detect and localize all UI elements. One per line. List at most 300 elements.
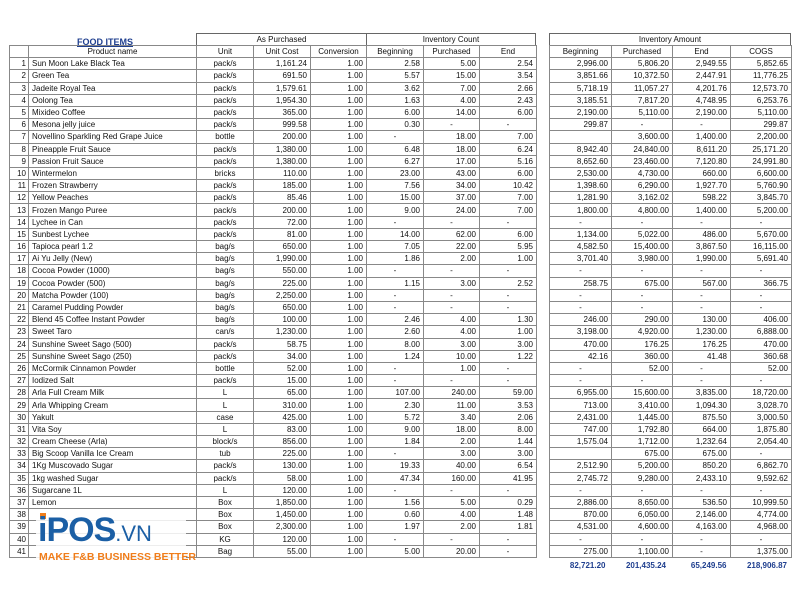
amount-cogs: 5,691.40 <box>731 253 792 265</box>
count-end: 7.00 <box>480 204 537 216</box>
unit: bag/s <box>197 301 254 313</box>
amount-end: 850.20 <box>673 460 731 472</box>
unit-cost: 83.00 <box>254 423 311 435</box>
count-beginning: 2.58 <box>367 58 424 70</box>
amount-purchased: 3,980.00 <box>612 253 673 265</box>
amount-purchased: 360.00 <box>612 350 673 362</box>
row-index: 40 <box>10 533 29 545</box>
amount-end: 3,867.50 <box>673 241 731 253</box>
amount-cogs: 1,375.00 <box>731 545 792 557</box>
unit: pack/s <box>197 204 254 216</box>
amount-purchased: 1,445.00 <box>612 411 673 423</box>
count-end: 1.00 <box>480 326 537 338</box>
conversion: 1.00 <box>311 533 367 545</box>
product-name: Sugarcane 1L <box>29 484 197 496</box>
table-row <box>550 375 792 387</box>
amount-end: - <box>673 216 731 228</box>
amount-beginning: 246.00 <box>550 314 612 326</box>
conversion: 1.00 <box>311 58 367 70</box>
amount-cogs: 2,054.40 <box>731 436 792 448</box>
count-end: 7.00 <box>480 131 537 143</box>
amount-purchased: - <box>612 533 673 545</box>
table-row <box>550 289 792 301</box>
table-row <box>550 436 792 448</box>
conversion: 1.00 <box>311 277 367 289</box>
row-index: 8 <box>10 143 29 155</box>
group-inventory-count: Inventory Count <box>366 33 536 45</box>
table-row <box>10 387 537 399</box>
row-index: 6 <box>10 119 29 131</box>
table-row <box>550 533 792 545</box>
count-end: - <box>480 216 537 228</box>
amount-beginning: 5,718.19 <box>550 82 612 94</box>
count-end: 0.29 <box>480 496 537 508</box>
count-end: 1.30 <box>480 314 537 326</box>
amount-end: 4,748.95 <box>673 94 731 106</box>
count-beginning: - <box>367 362 424 374</box>
amount-beginning: - <box>550 216 612 228</box>
conversion: 1.00 <box>311 387 367 399</box>
count-purchased: 3.00 <box>424 277 480 289</box>
table-row <box>10 192 537 204</box>
amount-end: 1,400.00 <box>673 131 731 143</box>
amount-end: - <box>673 265 731 277</box>
amount-purchased: - <box>612 375 673 387</box>
unit: bottle <box>197 131 254 143</box>
count-end: 41.95 <box>480 472 537 484</box>
table-row <box>10 399 537 411</box>
product-name: Sunshine Sweet Sago (500) <box>29 338 197 350</box>
unit: bag/s <box>197 253 254 265</box>
count-beginning: - <box>367 301 424 313</box>
unit: pack/s <box>197 216 254 228</box>
amount-purchased: 3,162.02 <box>612 192 673 204</box>
amount-purchased: 3,600.00 <box>612 131 673 143</box>
count-beginning: 47.34 <box>367 472 424 484</box>
amount-cogs: 366.75 <box>731 277 792 289</box>
count-purchased: 62.00 <box>424 228 480 240</box>
count-purchased: 4.00 <box>424 326 480 338</box>
table-row <box>10 448 537 460</box>
row-index: 21 <box>10 301 29 313</box>
conversion: 1.00 <box>311 131 367 143</box>
amount-beginning: 2,745.72 <box>550 472 612 484</box>
row-index: 9 <box>10 155 29 167</box>
count-end: 6.00 <box>480 228 537 240</box>
amount-end: 130.00 <box>673 314 731 326</box>
conversion: 1.00 <box>311 143 367 155</box>
amount-beginning: 8,942.40 <box>550 143 612 155</box>
count-beginning: - <box>367 131 424 143</box>
count-beginning: 19.33 <box>367 460 424 472</box>
amount-purchased: - <box>612 484 673 496</box>
amount-purchased: 9,280.00 <box>612 472 673 484</box>
column-header: Conversion <box>311 46 367 58</box>
amount-beginning: 2,996.00 <box>550 58 612 70</box>
product-name: 1Kg Muscovado Sugar <box>29 460 197 472</box>
row-index: 32 <box>10 436 29 448</box>
count-purchased: - <box>424 301 480 313</box>
amount-purchased: 1,792.80 <box>612 423 673 435</box>
amount-beginning: 870.00 <box>550 509 612 521</box>
unit: bricks <box>197 167 254 179</box>
column-header: Purchased <box>612 46 673 58</box>
table-row <box>550 94 792 106</box>
amount-end: 3,835.00 <box>673 387 731 399</box>
amount-beginning: 470.00 <box>550 338 612 350</box>
logo-wordmark: iPOS.VN <box>38 511 152 549</box>
amount-cogs: 18,720.00 <box>731 387 792 399</box>
conversion: 1.00 <box>311 496 367 508</box>
amount-cogs: 3,000.50 <box>731 411 792 423</box>
product-name: Sunshine Sweet Sago (250) <box>29 350 197 362</box>
amount-beginning: - <box>550 362 612 374</box>
amount-cogs: 1,875.80 <box>731 423 792 435</box>
column-header: Beginning <box>367 46 424 58</box>
unit-cost: 120.00 <box>254 533 311 545</box>
amount-purchased: 176.25 <box>612 338 673 350</box>
amount-end: 1,230.00 <box>673 326 731 338</box>
amount-end: 2,447.91 <box>673 70 731 82</box>
product-name: Blend 45 Coffee Instant Powder <box>29 314 197 326</box>
unit: pack/s <box>197 82 254 94</box>
amount-purchased: - <box>612 216 673 228</box>
unit-cost: 999.58 <box>254 119 311 131</box>
count-beginning: 5.72 <box>367 411 424 423</box>
amount-cogs: 9,592.62 <box>731 472 792 484</box>
unit: pack/s <box>197 460 254 472</box>
unit: pack/s <box>197 143 254 155</box>
amount-cogs: - <box>731 448 792 460</box>
product-name: Mesona jelly juice <box>29 119 197 131</box>
count-purchased: - <box>424 265 480 277</box>
conversion: 1.00 <box>311 301 367 313</box>
amount-beginning: 8,652.60 <box>550 155 612 167</box>
unit: bag/s <box>197 314 254 326</box>
unit: pack/s <box>197 58 254 70</box>
unit-cost: 856.00 <box>254 436 311 448</box>
amount-purchased: 15,600.00 <box>612 387 673 399</box>
unit: pack/s <box>197 338 254 350</box>
conversion: 1.00 <box>311 228 367 240</box>
unit-cost: 310.00 <box>254 399 311 411</box>
conversion: 1.00 <box>311 106 367 118</box>
count-beginning: - <box>367 448 424 460</box>
unit-cost: 1,380.00 <box>254 143 311 155</box>
unit: bag/s <box>197 265 254 277</box>
amount-beginning: 2,190.00 <box>550 106 612 118</box>
count-beginning: - <box>367 533 424 545</box>
unit: block/s <box>197 436 254 448</box>
count-beginning: 8.00 <box>367 338 424 350</box>
count-beginning: 2.30 <box>367 399 424 411</box>
amount-cogs: - <box>731 289 792 301</box>
count-end: - <box>480 533 537 545</box>
row-index: 13 <box>10 204 29 216</box>
table-row <box>550 472 792 484</box>
amount-end: 4,201.76 <box>673 82 731 94</box>
unit-cost: 1,990.00 <box>254 253 311 265</box>
table-row <box>10 58 537 70</box>
table-row <box>10 204 537 216</box>
table-row <box>10 106 537 118</box>
row-index: 35 <box>10 472 29 484</box>
conversion: 1.00 <box>311 94 367 106</box>
count-end: - <box>480 289 537 301</box>
row-index: 3 <box>10 82 29 94</box>
amount-purchased: 5,022.00 <box>612 228 673 240</box>
table-row <box>550 167 792 179</box>
amount-purchased: 290.00 <box>612 314 673 326</box>
amount-cogs: 3,845.70 <box>731 192 792 204</box>
table-row <box>550 180 792 192</box>
amount-purchased: - <box>612 301 673 313</box>
amount-cogs: 5,760.90 <box>731 180 792 192</box>
table-row <box>550 448 792 460</box>
table-row <box>550 204 792 216</box>
amount-beginning: 2,512.90 <box>550 460 612 472</box>
amount-cogs: 6,862.70 <box>731 460 792 472</box>
table-row <box>10 216 537 228</box>
row-index: 12 <box>10 192 29 204</box>
unit-cost: 110.00 <box>254 167 311 179</box>
logo-tagline: MAKE F&B BUSINESS BETTER <box>39 551 196 563</box>
unit-cost: 1,579.61 <box>254 82 311 94</box>
product-name: Novellino Sparkling Red Grape Juice <box>29 131 197 143</box>
product-name: Tapioca pearl 1.2 <box>29 241 197 253</box>
amount-cogs: 16,115.00 <box>731 241 792 253</box>
conversion: 1.00 <box>311 216 367 228</box>
count-beginning: 1.15 <box>367 277 424 289</box>
table-row <box>10 423 537 435</box>
unit-cost: 691.50 <box>254 70 311 82</box>
table-row <box>550 265 792 277</box>
table-row <box>10 143 537 155</box>
amount-end: - <box>673 301 731 313</box>
column-header <box>10 46 29 58</box>
amount-beginning: 1,134.00 <box>550 228 612 240</box>
amount-end: - <box>673 362 731 374</box>
conversion: 1.00 <box>311 204 367 216</box>
count-purchased: 2.00 <box>424 436 480 448</box>
amount-beginning: 1,398.60 <box>550 180 612 192</box>
product-name: Cocoa Powder (1000) <box>29 265 197 277</box>
conversion: 1.00 <box>311 192 367 204</box>
amount-purchased: 4,920.00 <box>612 326 673 338</box>
count-purchased: 4.00 <box>424 94 480 106</box>
unit: bag/s <box>197 277 254 289</box>
table-row <box>10 496 537 508</box>
amount-purchased: - <box>612 119 673 131</box>
amount-end: 1,990.00 <box>673 253 731 265</box>
unit: tub <box>197 448 254 460</box>
conversion: 1.00 <box>311 399 367 411</box>
amount-cogs: - <box>731 484 792 496</box>
count-beginning: 9.00 <box>367 204 424 216</box>
conversion: 1.00 <box>311 155 367 167</box>
totals-row <box>549 561 791 570</box>
product-name: 1kg washed Sugar <box>29 472 197 484</box>
amount-purchased: 675.00 <box>612 277 673 289</box>
row-index: 16 <box>10 241 29 253</box>
product-name: McCormik Cinnamon Powder <box>29 362 197 374</box>
table-row <box>10 362 537 374</box>
unit: Box <box>197 496 254 508</box>
unit: bag/s <box>197 289 254 301</box>
table-row <box>550 155 792 167</box>
unit: pack/s <box>197 94 254 106</box>
unit-cost: 225.00 <box>254 277 311 289</box>
amount-cogs: 11,776.25 <box>731 70 792 82</box>
count-purchased: 24.00 <box>424 204 480 216</box>
table-row <box>550 58 792 70</box>
count-purchased: - <box>424 289 480 301</box>
count-end: 3.54 <box>480 70 537 82</box>
column-header: Product name <box>29 46 197 58</box>
conversion: 1.00 <box>311 167 367 179</box>
amount-end: 536.50 <box>673 496 731 508</box>
product-name: Oolong Tea <box>29 94 197 106</box>
table-row <box>10 484 537 496</box>
ipos-logo <box>36 511 196 567</box>
sheet-title: FOOD ITEMS <box>77 37 133 47</box>
unit: L <box>197 387 254 399</box>
group-inventory-amount: Inventory Amount <box>549 33 791 45</box>
table-row <box>550 143 792 155</box>
unit: bottle <box>197 362 254 374</box>
conversion: 1.00 <box>311 338 367 350</box>
amount-beginning: - <box>550 301 612 313</box>
table-row <box>550 460 792 472</box>
count-end: - <box>480 301 537 313</box>
unit-cost: 55.00 <box>254 545 311 557</box>
amount-beginning: 2,431.00 <box>550 411 612 423</box>
row-index: 7 <box>10 131 29 143</box>
column-header: Beginning <box>550 46 612 58</box>
food-items-table <box>9 45 537 558</box>
count-purchased: - <box>424 119 480 131</box>
amount-end: 1,927.70 <box>673 180 731 192</box>
row-index: 11 <box>10 180 29 192</box>
amount-purchased: 3,410.00 <box>612 399 673 411</box>
amount-beginning: 4,531.00 <box>550 521 612 533</box>
count-purchased: 14.00 <box>424 106 480 118</box>
count-purchased: - <box>424 216 480 228</box>
amount-beginning: - <box>550 265 612 277</box>
row-index: 14 <box>10 216 29 228</box>
product-name: Green Tea <box>29 70 197 82</box>
table-row <box>10 253 537 265</box>
product-name: Caramel Pudding Powder <box>29 301 197 313</box>
unit-cost: 365.00 <box>254 106 311 118</box>
unit-cost: 58.00 <box>254 472 311 484</box>
amount-cogs: - <box>731 533 792 545</box>
count-end: 8.00 <box>480 423 537 435</box>
row-index: 36 <box>10 484 29 496</box>
amount-cogs: 25,171.20 <box>731 143 792 155</box>
conversion: 1.00 <box>311 484 367 496</box>
table-row <box>550 326 792 338</box>
column-header: Unit <box>197 46 254 58</box>
unit: pack/s <box>197 472 254 484</box>
unit: case <box>197 411 254 423</box>
count-end: 3.00 <box>480 448 537 460</box>
amount-end: 2,949.55 <box>673 58 731 70</box>
amount-cogs: - <box>731 216 792 228</box>
amount-end: - <box>673 289 731 301</box>
amount-beginning: 3,185.51 <box>550 94 612 106</box>
unit-cost: 58.75 <box>254 338 311 350</box>
row-index: 25 <box>10 350 29 362</box>
product-name: Yakult <box>29 411 197 423</box>
amount-beginning: 299.87 <box>550 119 612 131</box>
row-index: 34 <box>10 460 29 472</box>
unit-cost: 34.00 <box>254 350 311 362</box>
table-row <box>10 180 537 192</box>
count-beginning: 107.00 <box>367 387 424 399</box>
count-beginning: 5.00 <box>367 545 424 557</box>
group-as-purchased: As Purchased <box>196 33 367 45</box>
unit-cost: 85.46 <box>254 192 311 204</box>
amount-cogs: 5,200.00 <box>731 204 792 216</box>
count-beginning: 5.57 <box>367 70 424 82</box>
row-index: 39 <box>10 521 29 533</box>
amount-end: 2,146.00 <box>673 509 731 521</box>
table-row <box>550 399 792 411</box>
amount-end: - <box>673 545 731 557</box>
unit: Bag <box>197 545 254 557</box>
count-end: - <box>480 484 537 496</box>
product-name: Matcha Powder (100) <box>29 289 197 301</box>
count-purchased: - <box>424 484 480 496</box>
amount-cogs: 10,999.50 <box>731 496 792 508</box>
count-purchased: 18.00 <box>424 143 480 155</box>
table-row <box>10 301 537 313</box>
amount-beginning: 2,530.00 <box>550 167 612 179</box>
count-end: 1.44 <box>480 436 537 448</box>
total-purchased: 201,435.24 <box>625 561 666 570</box>
row-index: 31 <box>10 423 29 435</box>
count-purchased: - <box>424 375 480 387</box>
amount-end: 486.00 <box>673 228 731 240</box>
amount-purchased: 4,800.00 <box>612 204 673 216</box>
table-row <box>10 94 537 106</box>
row-index: 20 <box>10 289 29 301</box>
unit-cost: 15.00 <box>254 375 311 387</box>
amount-cogs: 4,968.00 <box>731 521 792 533</box>
unit-cost: 1,230.00 <box>254 326 311 338</box>
amount-beginning: 1,281.90 <box>550 192 612 204</box>
amount-purchased: 6,290.00 <box>612 180 673 192</box>
table-row <box>550 131 792 143</box>
count-beginning: 23.00 <box>367 167 424 179</box>
row-index: 29 <box>10 399 29 411</box>
table-row <box>10 338 537 350</box>
table-row <box>550 70 792 82</box>
unit-cost: 1,954.30 <box>254 94 311 106</box>
unit: can/s <box>197 326 254 338</box>
column-header: End <box>673 46 731 58</box>
unit-cost: 65.00 <box>254 387 311 399</box>
table-row <box>550 192 792 204</box>
amount-purchased: 11,057.27 <box>612 82 673 94</box>
amount-end: 567.00 <box>673 277 731 289</box>
count-end: 7.00 <box>480 192 537 204</box>
table-row <box>550 545 792 557</box>
product-name: Wintermelon <box>29 167 197 179</box>
conversion: 1.00 <box>311 314 367 326</box>
count-purchased: 40.00 <box>424 460 480 472</box>
